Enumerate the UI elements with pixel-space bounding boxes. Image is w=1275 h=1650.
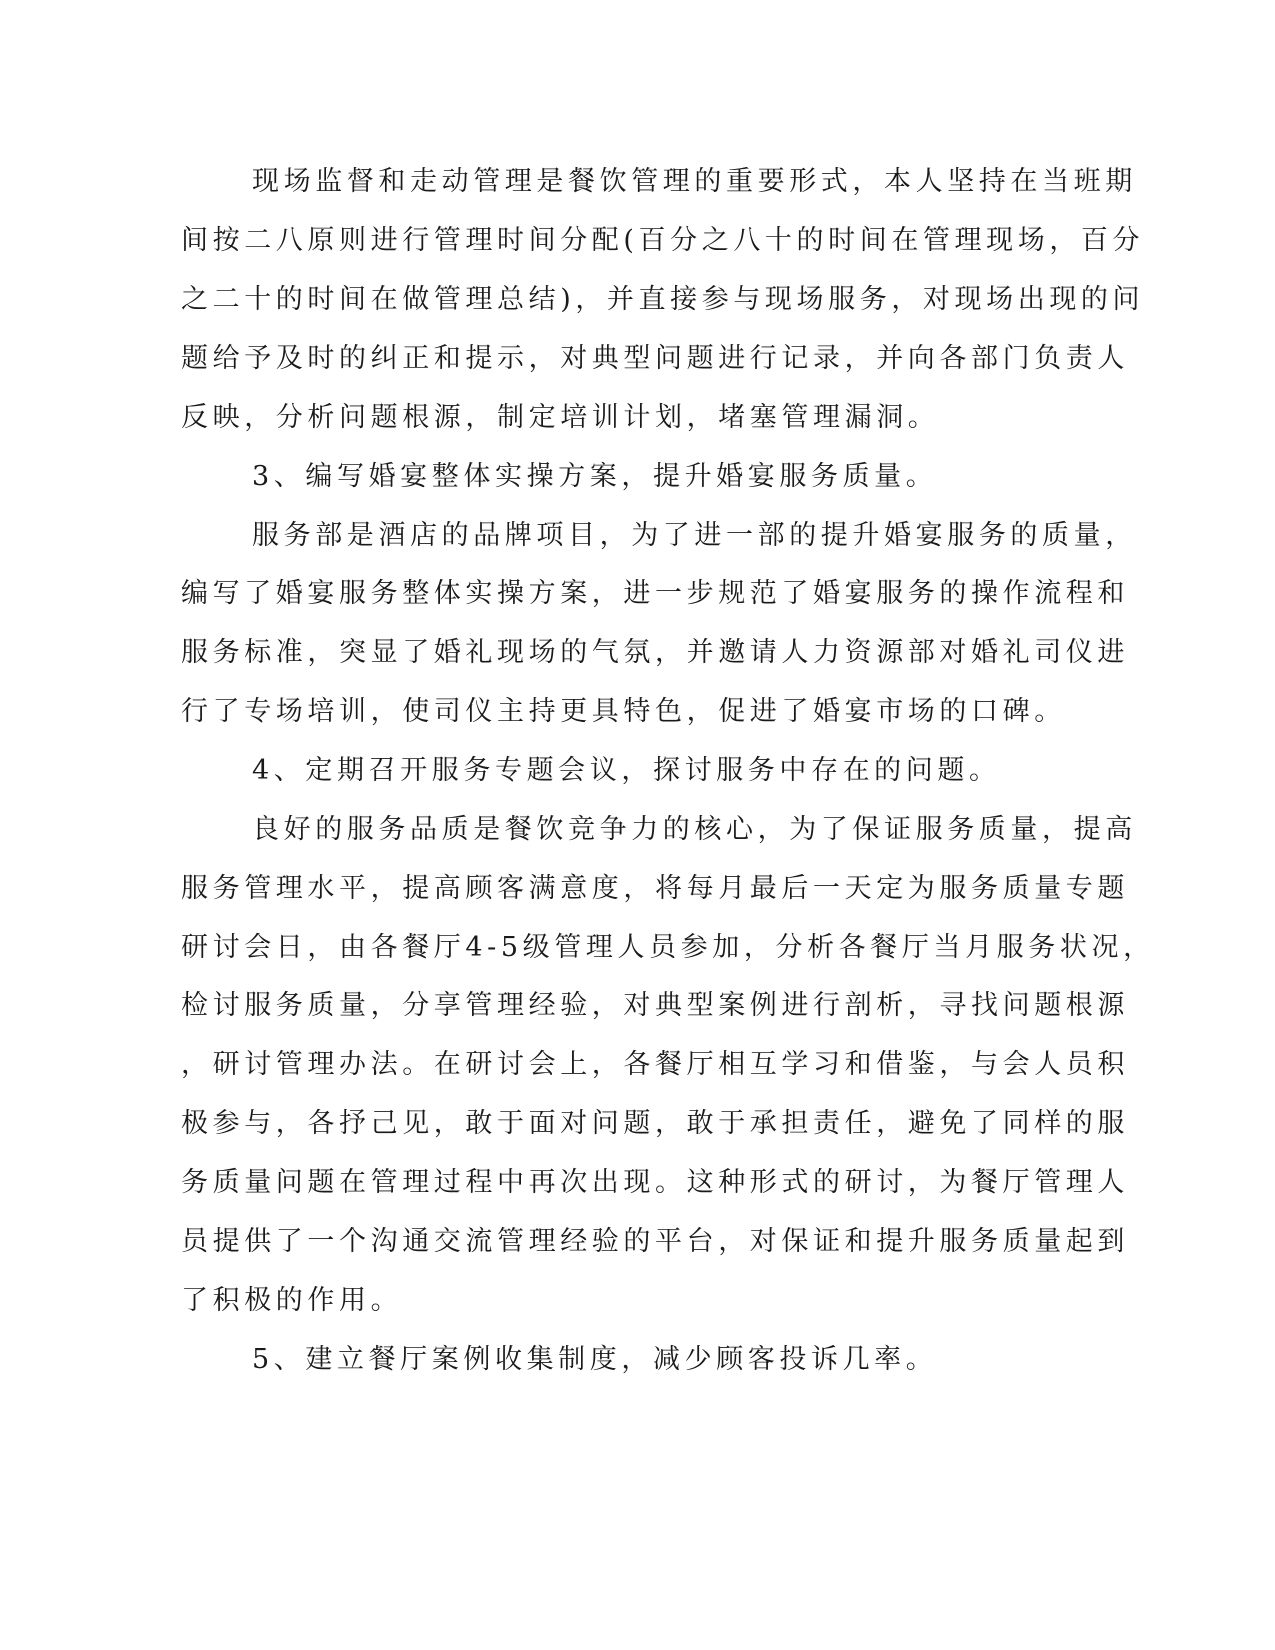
section-heading: 3、编写婚宴整体实操方案，提升婚宴服务质量。 bbox=[252, 461, 938, 492]
paragraph-line: 检讨服务质量，分享管理经验，对典型案例进行剖析，寻找问题根源 bbox=[181, 990, 1129, 1021]
paragraph-line: 题给予及时的纠正和提示，对典型问题进行记录，并向各部门负责人 bbox=[181, 343, 1129, 374]
paragraph-line: 反映，分析问题根源，制定培训计划，堵塞管理漏洞。 bbox=[181, 402, 940, 433]
paragraph-line: 间按二八原则进行管理时间分配(百分之八十的时间在管理现场，百分 bbox=[181, 225, 1145, 256]
paragraph-line: 服务标准，突显了婚礼现场的气氛，并邀请人力资源部对婚礼司仪进 bbox=[181, 637, 1129, 668]
paragraph-line: 之二十的时间在做管理总结)，并直接参与现场服务，对现场出现的问 bbox=[181, 284, 1145, 315]
paragraph-line: 良好的服务品质是餐饮竞争力的核心，为了保证服务质量，提高 bbox=[252, 814, 1137, 845]
paragraph-line: 务质量问题在管理过程中再次出现。这种形式的研讨，为餐厅管理人 bbox=[181, 1167, 1129, 1198]
paragraph-line: 研讨会日，由各餐厅4-5级管理人员参加，分析各餐厅当月服务状况， bbox=[181, 932, 1155, 963]
paragraph-line: 了积极的作用。 bbox=[181, 1285, 403, 1316]
paragraph-line: 行了专场培训，使司仪主持更具特色，促进了婚宴市场的口碑。 bbox=[181, 696, 1066, 727]
paragraph-line: 现场监督和走动管理是餐饮管理的重要形式，本人坚持在当班期 bbox=[252, 166, 1137, 197]
paragraph-line: 编写了婚宴服务整体实操方案，进一步规范了婚宴服务的操作流程和 bbox=[181, 578, 1129, 609]
paragraph-line: 极参与，各抒己见，敢于面对问题，敢于承担责任，避免了同样的服 bbox=[181, 1108, 1129, 1139]
section-heading: 5、建立餐厅案例收集制度，减少顾客投诉几率。 bbox=[252, 1344, 938, 1375]
paragraph-line: 服务部是酒店的品牌项目，为了进一部的提升婚宴服务的质量， bbox=[252, 520, 1137, 551]
section-heading: 4、定期召开服务专题会议，探讨服务中存在的问题。 bbox=[252, 755, 1001, 786]
paragraph-line: ，研讨管理办法。在研讨会上，各餐厅相互学习和借鉴，与会人员积 bbox=[181, 1049, 1129, 1080]
paragraph-line: 服务管理水平，提高顾客满意度，将每月最后一天定为服务质量专题 bbox=[181, 873, 1129, 904]
paragraph-line: 员提供了一个沟通交流管理经验的平台，对保证和提升服务质量起到 bbox=[181, 1226, 1129, 1257]
